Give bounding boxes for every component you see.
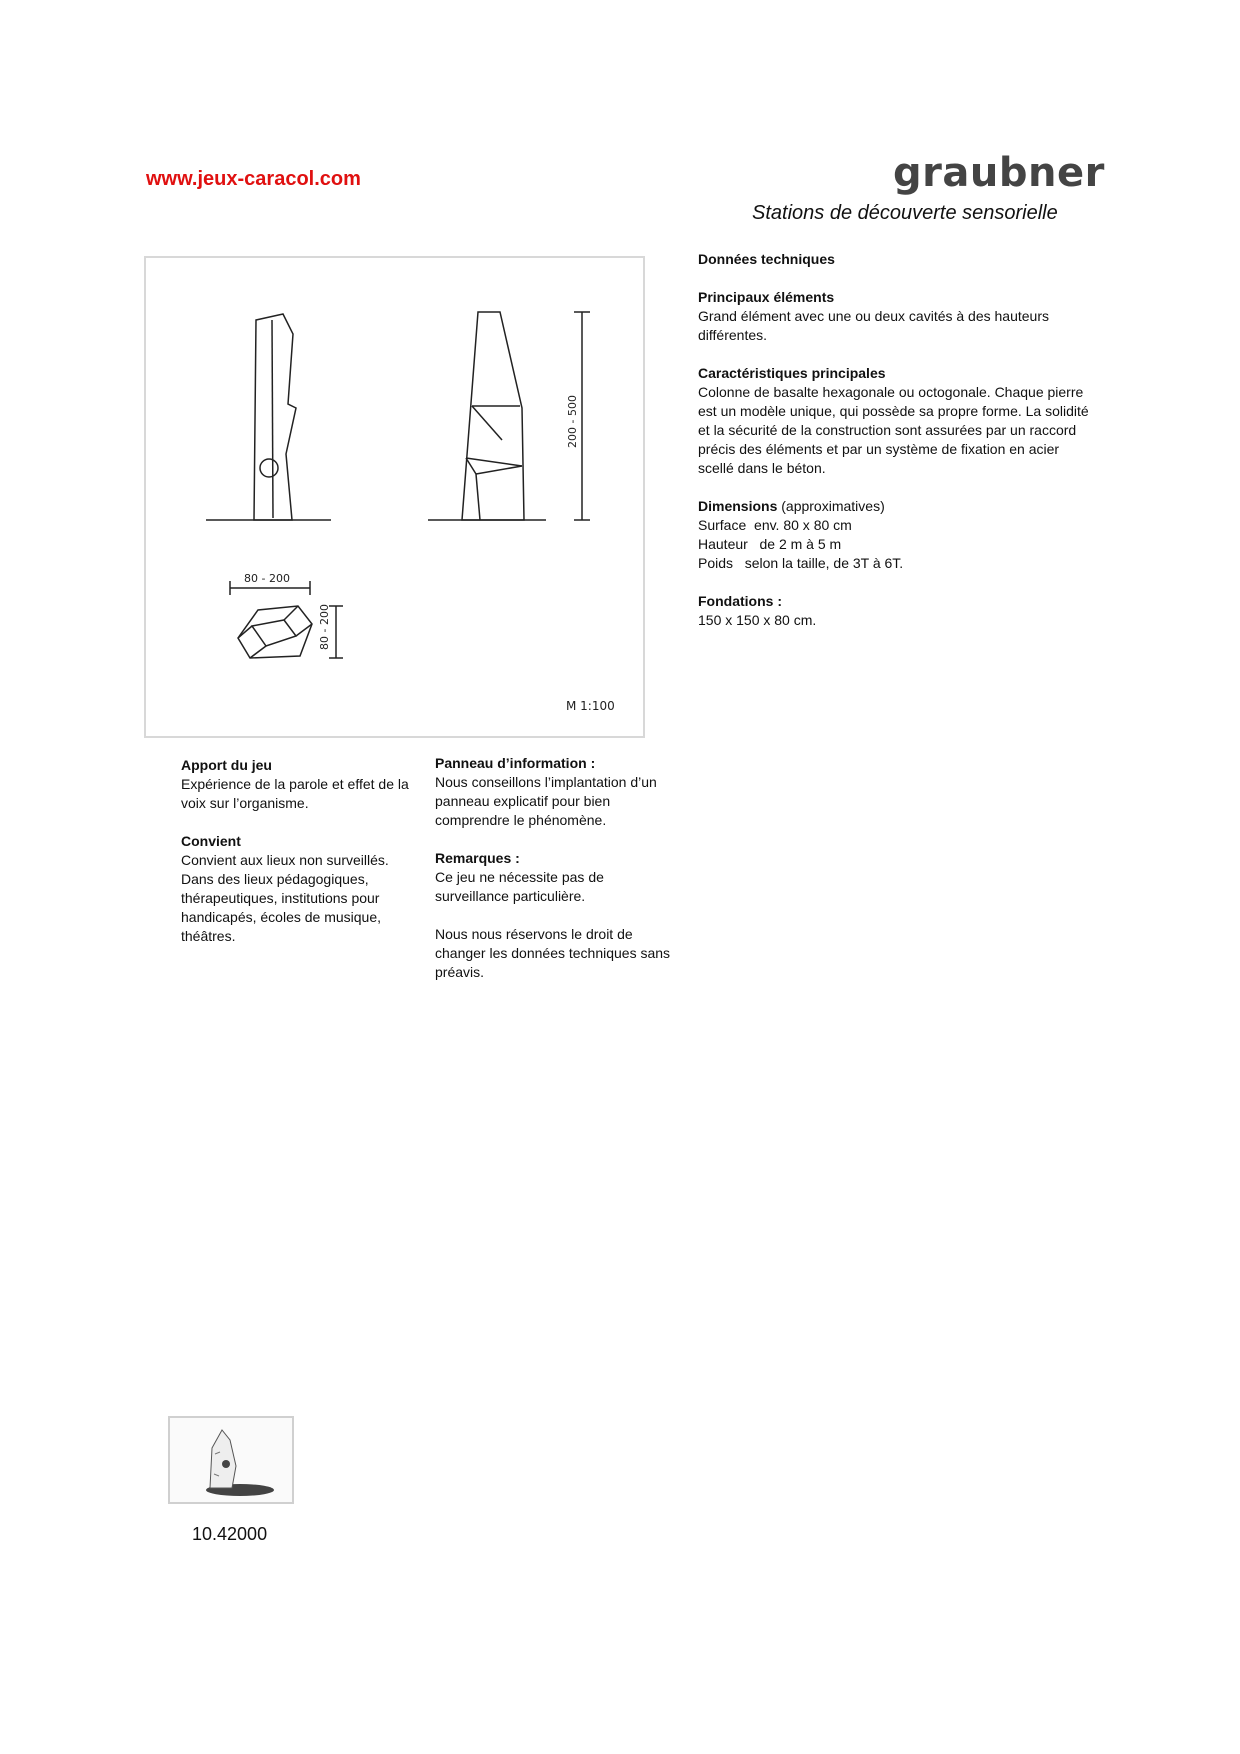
technical-drawing xyxy=(144,256,645,738)
page-subtitle: Stations de découverte sensorielle xyxy=(752,202,1058,224)
right-info-column xyxy=(435,754,675,1001)
foundations-title: Fondations : xyxy=(698,593,782,609)
product-reference: 10.42000 xyxy=(192,1524,268,1544)
column-front-view xyxy=(254,314,296,520)
dim-poids: Poids selon la taille, de 3T à 6T. xyxy=(698,555,904,571)
carac-title: Caractéristiques principales xyxy=(698,365,886,381)
dim-plan-width-label: 80 - 200 xyxy=(244,572,290,585)
tech-data-section xyxy=(698,250,1098,649)
dim-plan-depth-label: 80 - 200 xyxy=(318,604,331,650)
product-thumbnail xyxy=(168,1416,294,1504)
left-info-column xyxy=(181,756,421,965)
panneau-text: Nous conseillons l’implantation d’un panneau explicatif pour bien comprendre le phénomène. xyxy=(435,774,657,828)
panneau-title: Panneau d’information : xyxy=(435,755,596,771)
drawing-svg xyxy=(146,258,643,736)
foundations-text: 150 x 150 x 80 cm. xyxy=(698,612,817,628)
dimensions-title: Dimensions xyxy=(698,498,778,514)
convient-title: Convient xyxy=(181,833,241,849)
dim-hauteur: Hauteur de 2 m à 5 m xyxy=(698,536,842,552)
apport-title: Apport du jeu xyxy=(181,757,272,773)
website-url[interactable]: www.jeux-caracol.com xyxy=(146,168,361,190)
remarques-text: Ce jeu ne nécessite pas de surveillance particulière. xyxy=(435,869,604,904)
remarques-title: Remarques : xyxy=(435,850,520,866)
apport-text: Expérience de la parole et effet de la voix sur l’organisme. xyxy=(181,776,409,811)
reserve-text: Nous nous réservons le droit de changer les données techniques sans préavis. xyxy=(435,926,671,980)
cavity-circle xyxy=(260,459,278,477)
brand-logo: graubner xyxy=(893,150,1105,196)
carac-text: Colonne de basalte hexagonale ou octogonale. Chaque pierre est un modèle unique, qui possède sa propre forme. La solidité et la sécurité de la construction sont assurées par un raccord précis des éléments et par un système de fixation en acier scellé dans le béton. xyxy=(698,384,1089,476)
dim-height-label: 200 - 500 xyxy=(566,395,579,448)
convient-text: Convient aux lieux non surveillés. Dans des lieux pédagogiques, thérapeutiques, institutions pour handicapés, écoles de musique, théâtres. xyxy=(181,852,389,944)
stone-image xyxy=(170,1418,292,1502)
tech-title: Données techniques xyxy=(698,251,835,267)
dim-surface: Surface env. 80 x 80 cm xyxy=(698,517,852,533)
scale-label: M 1:100 xyxy=(566,699,615,713)
column-side-view xyxy=(462,312,524,520)
principal-title: Principaux éléments xyxy=(698,289,835,305)
dimensions-note: (approximatives) xyxy=(777,498,885,514)
principal-text: Grand élément avec une ou deux cavités à des hauteurs différentes. xyxy=(698,308,1049,343)
